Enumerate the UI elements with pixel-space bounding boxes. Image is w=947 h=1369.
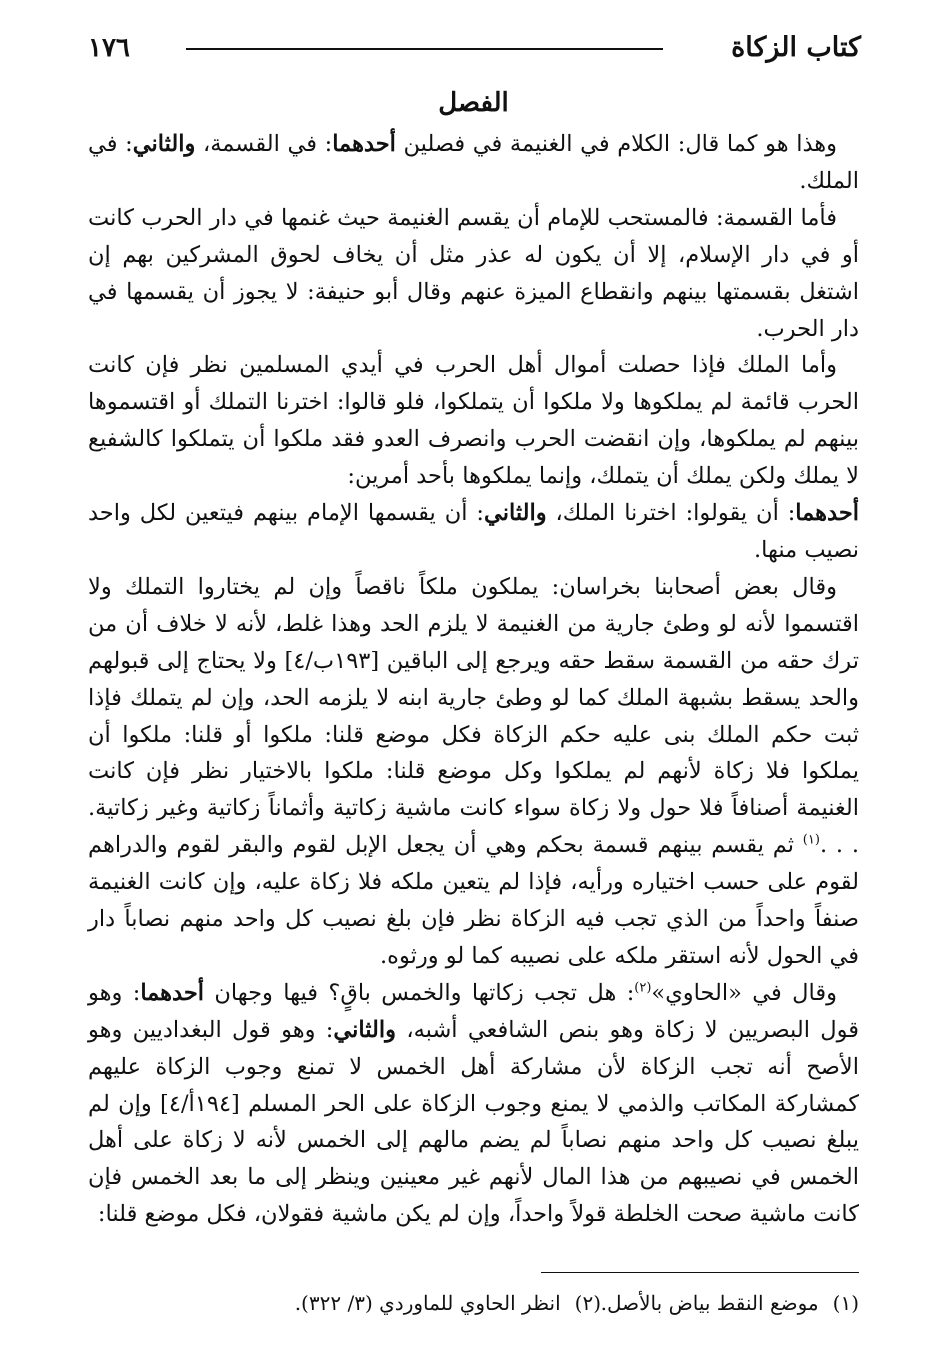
paragraph bbox=[88, 975, 859, 1233]
footnotes bbox=[88, 1286, 859, 1320]
text-run: : وهو قول البصريين لا زكاة وهو بنص الشافعي أشبه، bbox=[88, 979, 860, 1043]
text-run: : أن يقسمها الإمام بينهم فيتعين لكل واحد نصيب منها. bbox=[88, 500, 859, 563]
footnote-rule bbox=[541, 1272, 859, 1273]
text-run: : هل تجب زكاتها والخمس باقٍ؟ فيها وجهان bbox=[204, 979, 635, 1006]
text-run: : أن يقولوا: اخترنا الملك، bbox=[546, 500, 796, 527]
paragraph bbox=[88, 200, 859, 348]
footnote-ref: (١) bbox=[802, 832, 820, 848]
text-run: وأما الملك فإذا حصلت أموال أهل الحرب في أيدي المسلمين نظر فإن كانت الحرب قائمة لم يملكوها ولا ملكوا أن يتملكوا، فلو قالوا: اخترنا التملك أو اقتسموها بينهم لم يملكوها، وإن انقضت الحرب وانصرف العدو فقد ملكوا أن يتملكوا كالشفيع لا يملك ولكن يملك أن يتملك، وإنما يملكوها بأحد أمرين: bbox=[88, 352, 859, 490]
text-run: وهذا هو كما قال: الكلام في الغنيمة في فصلين bbox=[395, 131, 837, 157]
text-run: : في الملك. bbox=[88, 131, 859, 194]
paragraph bbox=[88, 347, 859, 495]
running-header bbox=[88, 30, 861, 70]
header-book-title: كتاب الزكاة bbox=[731, 32, 861, 63]
header-rule bbox=[186, 48, 663, 50]
footnote-2 bbox=[295, 1286, 601, 1320]
bold-term: والثاني bbox=[483, 500, 547, 527]
text-run: ثم يقسم بينهم قسمة بحكم وهي أن يجعل الإبل لقوم والبقر لقوم والدراهم لقوم على حسب اختياره ورأيه، فإذا لم يتعين ملكه فلا زكاة عليه، وإن كانت الغنيمة صنفاً واحداً من الذي تجب فيه الزكاة نظر فإن بلغ نصيب كل واحد منهم نصاباً دار في الحول لأنه استقر ملكه على نصيبه كما لو ورثوه. bbox=[88, 832, 859, 969]
text-run: وقال بعض أصحابنا بخراسان: يملكون ملكاً ناقصاً وإن لم يختاروا التملك ولا اقتسموا لأنه لو وطئ جارية من الغنيمة لا يلزم الحد وهذا غلط، لأنه لا خلاف أن من ترك حقه من القسمة سقط حقه ويرجع إلى الباقين [١٩٣ب/٤] ولا يحتاج إلى قبولهم والحد يسقط بشبهة الملك كما لو وطئ جارية ابنه لا يلزمه الحد، وإن لم يتملك فإذا ثبت حكم الملك بنى عليه حكم الزكاة فكل موضع قلنا: ملكوا أو قلنا: ملكوا أن يملكوا فلا زكاة لأنهم لم يملكوا وكل موضع قلنا: ملكوا بالاختيار نظر فإن كانت الغنيمة أصنافاً فلا حول ولا زكاة سواء كانت ماشية زكاتية وأثماناً زكاتية وغير زكاتية. . . . bbox=[88, 573, 859, 859]
footnote-2-text: انظر الحاوي للماوردي (٣/ ٣٢٢). bbox=[294, 1291, 561, 1315]
page-number: ١٧٦ bbox=[88, 33, 130, 63]
text-run: : وهو قول البغداديين وهو الأصح أنه تجب الزكاة لأن مشاركة أهل الخمس لا تمنع وجوب الزكاة عليهم كمشاركة المكاتب والذمي لا يمنع وجوب الزكاة على الحر المسلم [١٩٤أ/٤] وإن لم يبلغ نصيب كل واحد منهم نصاباً لم يضم مالهم إلى الخمس لأنه لا زكاة على أهل الخمس في نصيبهم من هذا المال لأنهم غير معينين وينظر إلى ما بعد الخمس فإن كانت ماشية صحت الخلطة قولاً واحداً، وإن لم يكن ماشية فقولان، فكل موضع قلنا: bbox=[88, 1016, 859, 1228]
footnote-ref: (٢) bbox=[634, 980, 652, 996]
footnote-1-number: (١) bbox=[832, 1291, 859, 1315]
bold-term: أحدهما bbox=[332, 131, 396, 157]
text-run: فأما القسمة: فالمستحب للإمام أن يقسم الغنيمة حيث غنمها في دار الحرب كانت أو في دار الإسلام، إلا أن يكون له عذر مثل أن يخاف لحوق المشركين بهم إن اشتغل بقسمتها بينهم وانقطاع الميزة عنهم وقال أبو حنيفة: لا يجوز أن يقسمها في دار الحرب. bbox=[88, 204, 859, 342]
bold-term: والثاني bbox=[333, 1016, 396, 1043]
section-title: الفصل bbox=[438, 88, 509, 118]
text-run: : في القسمة، bbox=[195, 131, 333, 157]
bold-term: والثاني bbox=[132, 131, 196, 157]
paragraph bbox=[88, 126, 859, 200]
bold-term: أحدهما bbox=[795, 500, 859, 527]
text-run: وقال في «الحاوي» bbox=[651, 979, 837, 1006]
bold-term: أحدهما bbox=[140, 979, 205, 1006]
footnote-1-text: موضع النقط بياض بالأصل. bbox=[600, 1291, 819, 1315]
footnote-2-number: (٢) bbox=[574, 1291, 601, 1315]
footnote-1 bbox=[601, 1286, 859, 1320]
main-text bbox=[88, 126, 859, 1233]
paragraph bbox=[88, 495, 859, 569]
paragraph bbox=[88, 569, 859, 975]
